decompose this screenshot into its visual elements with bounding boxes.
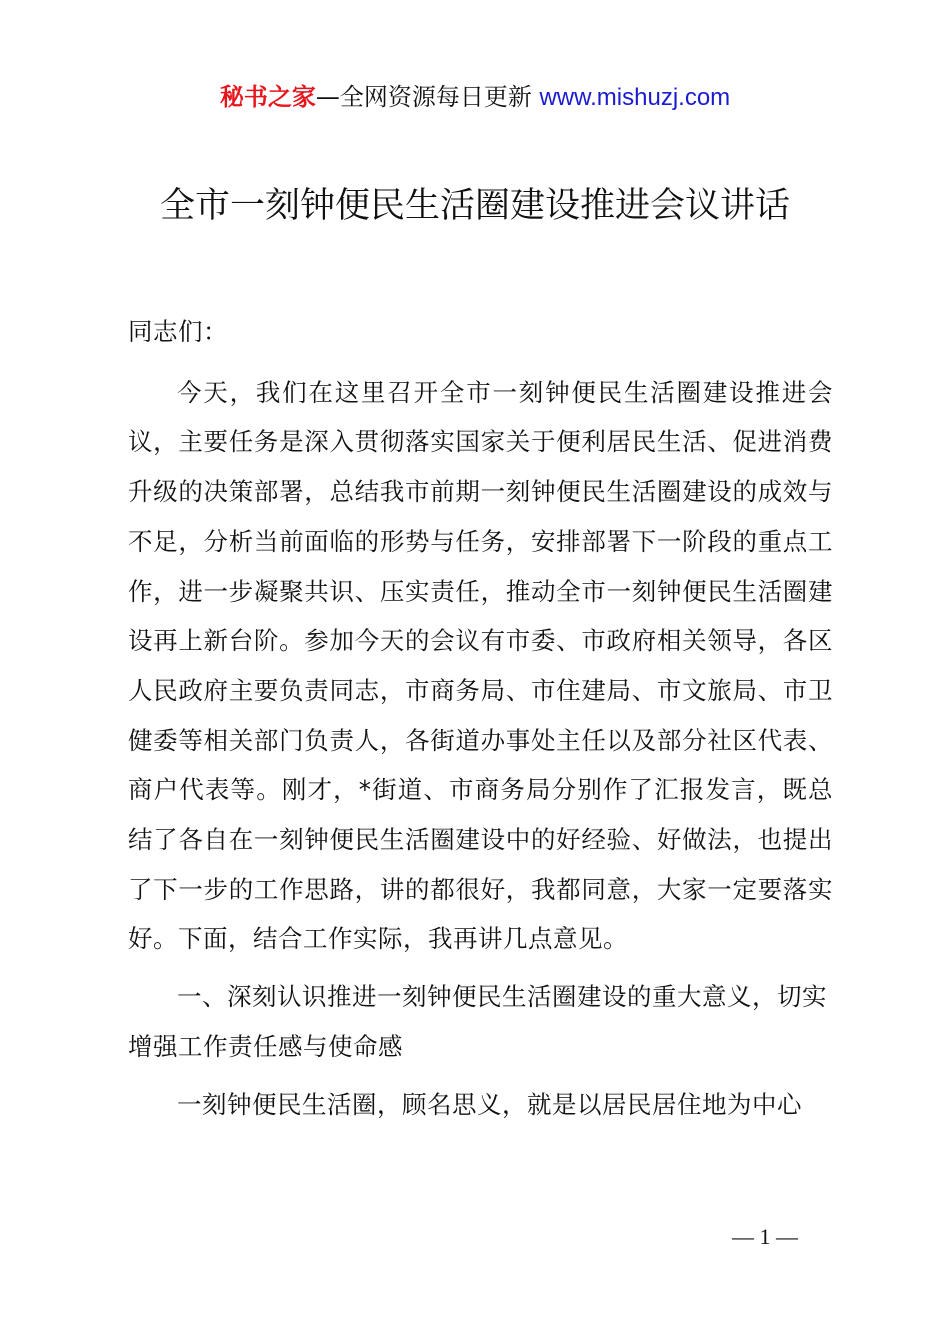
site-header <box>0 80 950 115</box>
document-title: 全市一刻钟便民生活圈建设推进会议讲话 <box>159 186 790 226</box>
paragraph-intro: 今天，我们在这里召开全市一刻钟便民生活圈建设推进会议，主要任务是深入贯彻落实国家关于便利居民生活、促进消费升级的决策部署，总结我市前期一刻钟便民生活圈建设的成效与不足，分析当前面临的形势与任务，安排部署下一阶段的重点工作，进一步凝聚共识、压实责任，推动全市一刻钟便民生活圈建设再上新台阶。参加今天的会议有市委、市政府相关领导，各区人民政府主要负责同志，市商务局、市住建局、市文旅局、市卫健委等相关部门负责人，各街道办事处主任以及部分社区代表、商户代表等。刚才，*街道、市商务局分别作了汇报发言，既总结了各自在一刻钟便民生活圈建设中的好经验、好做法，也提出了下一步的工作思路，讲的都很好，我都同意，大家一定要落实好。下面，结合工作实际，我再讲几点意见。 <box>128 377 833 954</box>
brand-name: 秘书之家 <box>219 83 316 111</box>
salutation: 同志们： <box>128 317 228 346</box>
section-heading-1: 一、深刻认识推进一刻钟便民生活圈建设的重大意义，切实增强工作责任感与使命感 <box>128 982 827 1061</box>
document-body <box>128 307 833 1129</box>
page-number: — 1 — <box>732 1224 798 1249</box>
paragraph-section-1: 一刻钟便民生活圈，顾名思义，就是以居民居住地为中心 <box>177 1089 802 1119</box>
site-url-link[interactable]: www.mishuzj.com <box>539 84 731 111</box>
header-tagline: —全网资源每日更新 <box>315 83 532 111</box>
